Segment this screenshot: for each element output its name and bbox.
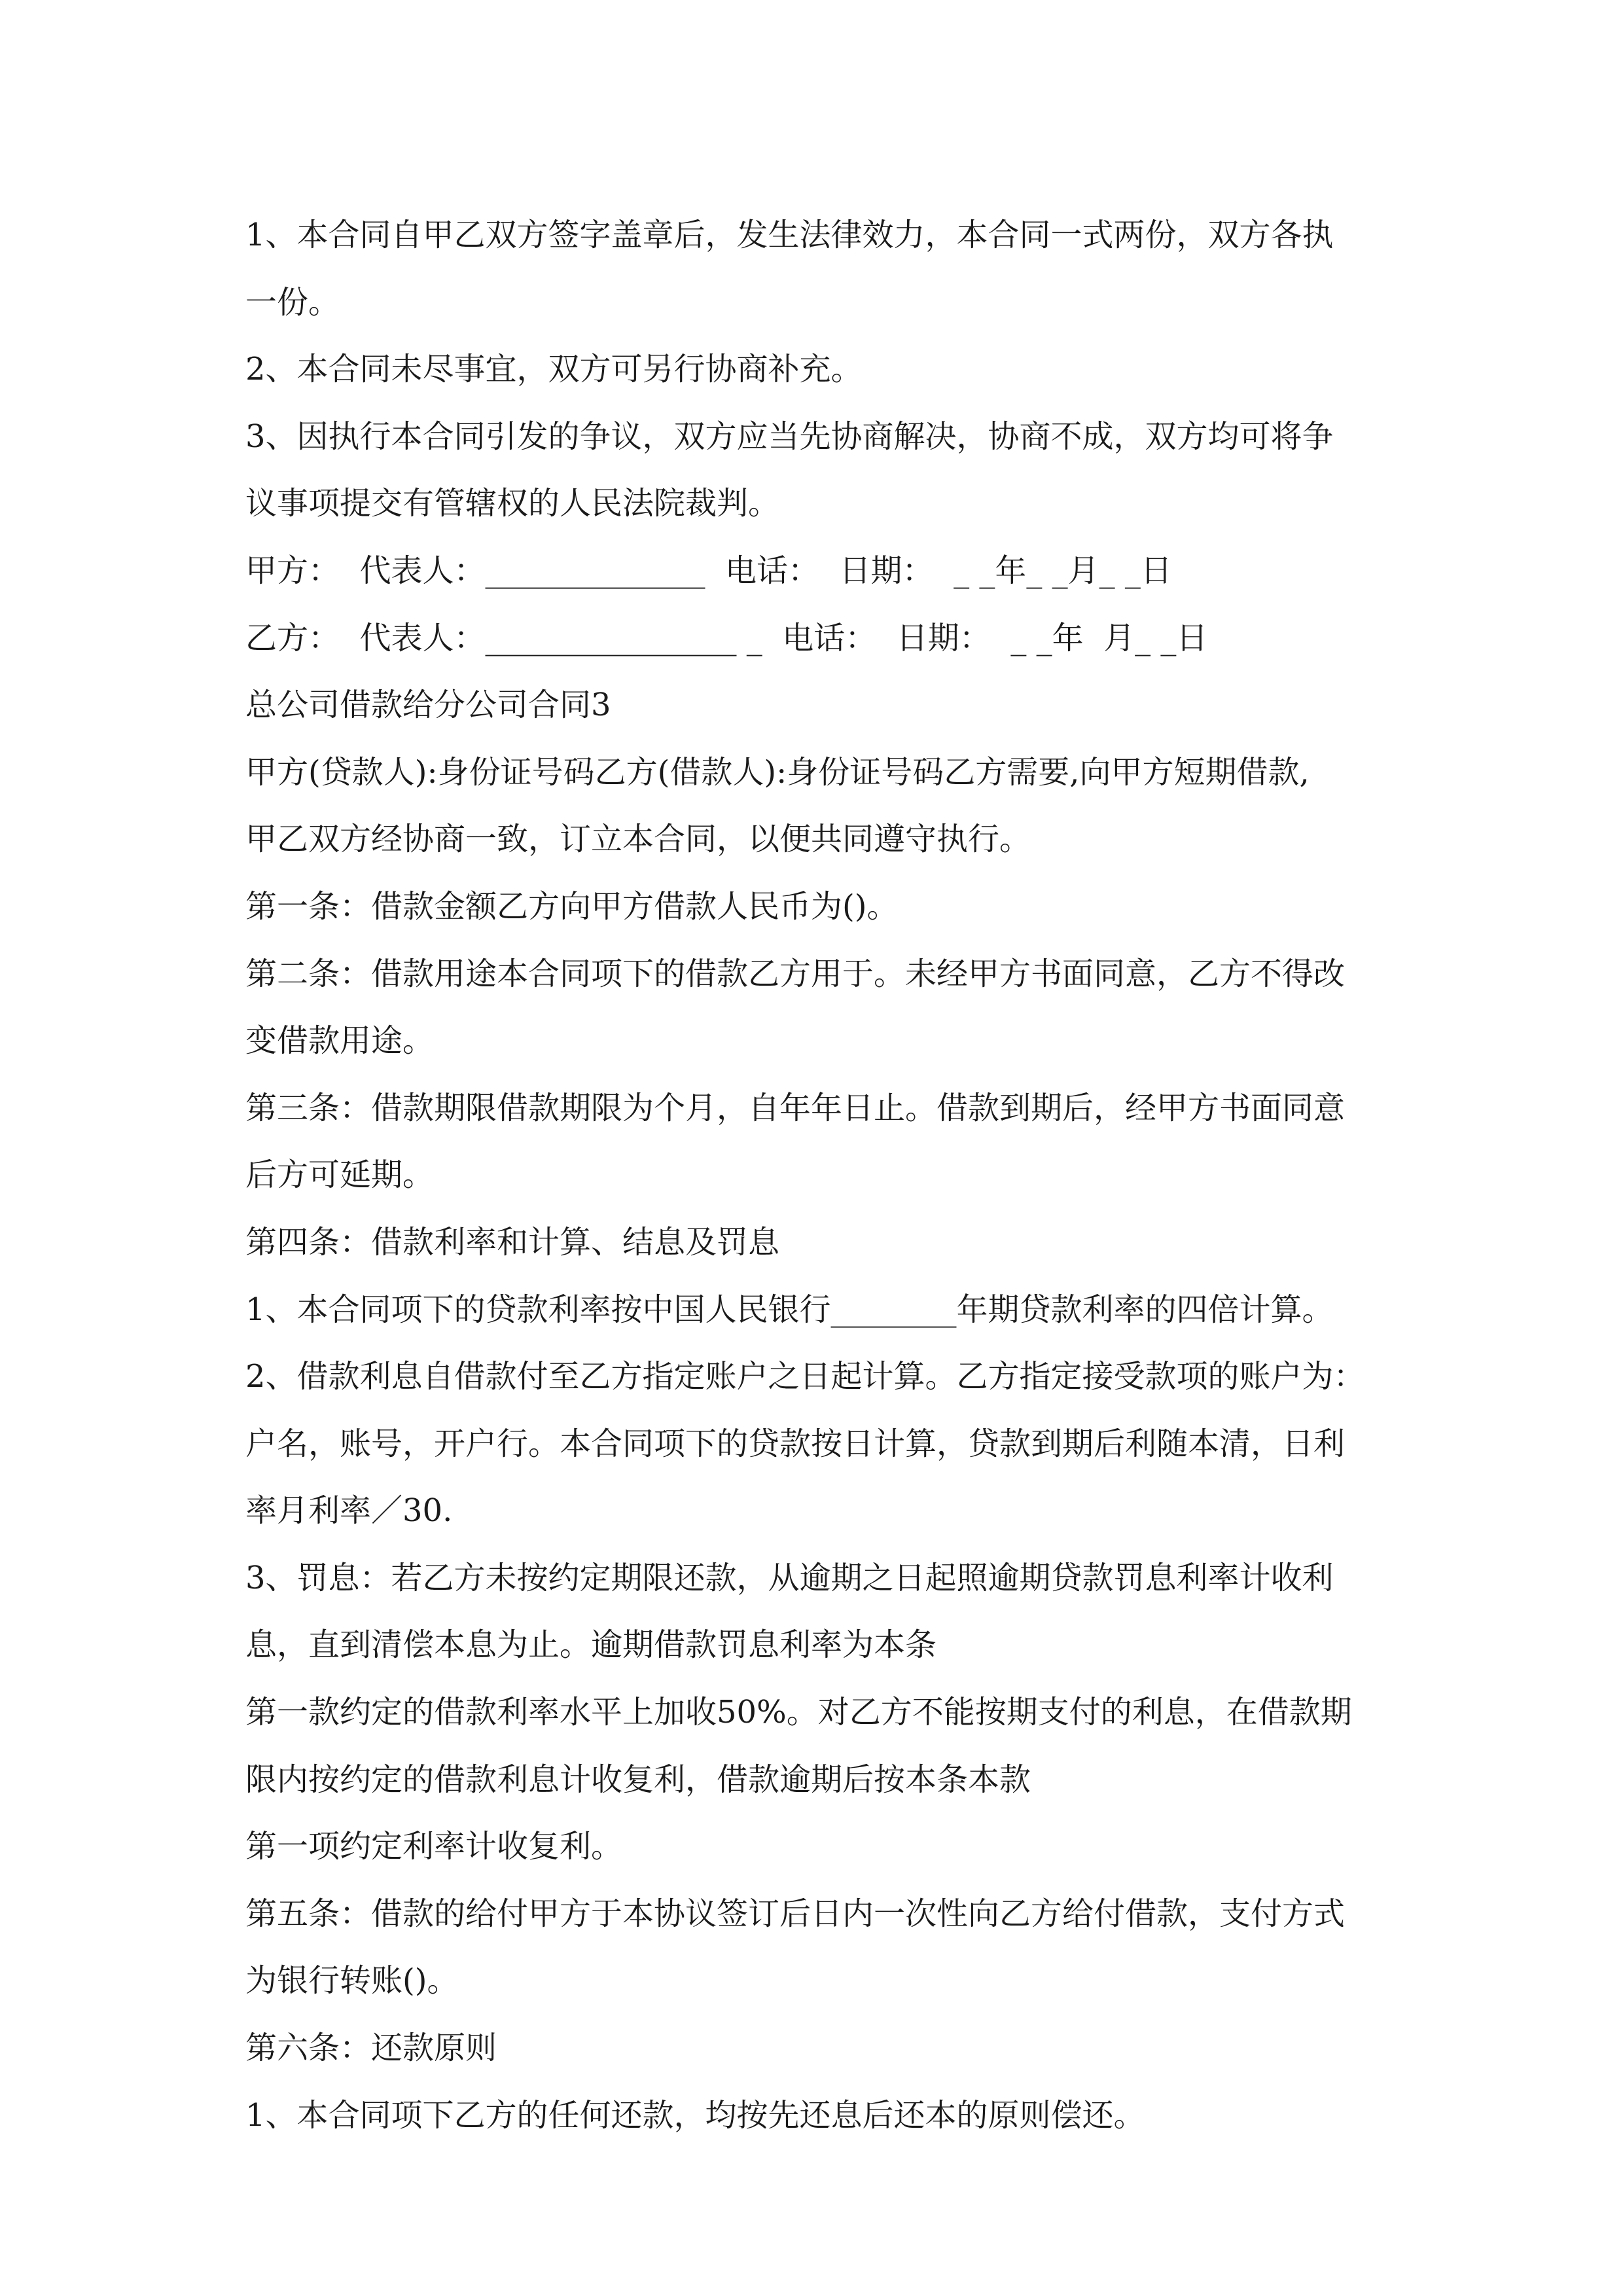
clause-text: 第一项约定利率计收复利。 [245, 1828, 623, 1865]
clause-text: 息，直到清偿本息为止。逾期借款罚息利率为本条 [245, 1626, 937, 1664]
clause-text: 2、借款利息自借款付至乙方指定账户之日起计算。乙方指定接受款项的账户为： [245, 1358, 1365, 1395]
party-b-signature-line: 乙方： 代表人：________________ _ 电话： 日期： _ _年 月_ _日 [245, 619, 1208, 656]
clause-text: 3、罚息：若乙方未按约定期限还款，从逾期之日起照逾期贷款罚息利率计收利 [245, 1559, 1334, 1596]
clause-text: 甲方(贷款人):身份证号码乙方(借款人):身份证号码乙方需要,向甲方短期借款, [245, 753, 1310, 791]
clause-text: 一份。 [245, 283, 340, 321]
contract-title: 总公司借款给分公司合同3 [245, 687, 611, 724]
article-heading: 第三条：借款期限借款期限为个月，自年年日止。借款到期后，经甲方书面同意 [245, 1089, 1346, 1126]
clause-text: 1、本合同项下的贷款利率按中国人民银行________年期贷款利率的四倍计算。 [245, 1291, 1334, 1328]
clause-text: 甲乙双方经协商一致，订立本合同，以便共同遵守执行。 [245, 821, 1031, 858]
clause-text: 户名，账号，开户行。本合同项下的贷款按日计算，贷款到期后利随本清，日利 [245, 1425, 1346, 1462]
clause-text: 限内按约定的借款利息计收复利，借款逾期后按本条本款 [245, 1761, 1031, 1798]
article-heading: 第六条：还款原则 [245, 2030, 497, 2067]
clause-text: 为银行转账()。 [245, 1962, 459, 2000]
clause-text: 2、本合同未尽事宜，双方可另行协商补充。 [245, 351, 863, 388]
clause-text: 1、本合同自甲乙双方签字盖章后，发生法律效力，本合同一式两份，双方各执 [245, 217, 1334, 253]
document-body [245, 202, 1387, 2149]
clause-text: 3、因执行本合同引发的争议，双方应当先协商解决，协商不成，双方均可将争 [245, 418, 1334, 455]
clause-text: 议事项提交有管辖权的人民法院裁判。 [245, 485, 780, 522]
article-heading: 第五条：借款的给付甲方于本协议签订后日内一次性向乙方给付借款，支付方式 [245, 1895, 1346, 1932]
clause-text: 1、本合同项下乙方的任何还款，均按先还息后还本的原则偿还。 [245, 2096, 1145, 2134]
article-heading: 第四条：借款利率和计算、结息及罚息 [245, 1223, 780, 1261]
clause-text: 率月利率／30. [245, 1492, 453, 1530]
party-a-signature-line: 甲方： 代表人：______________ 电话： 日期： _ _年_ _月_ _日 [245, 552, 1172, 589]
article-heading: 第二条：借款用途本合同项下的借款乙方用于。未经甲方书面同意，乙方不得改 [245, 955, 1346, 992]
clause-text: 变借款用途。 [245, 1022, 435, 1060]
clause-text: 第一款约定的借款利率水平上加收50%。对乙方不能按期支付的利息，在借款期 [245, 1694, 1352, 1731]
article-heading: 第一条：借款金额乙方向甲方借款人民币为()。 [245, 888, 899, 925]
clause-text: 后方可延期。 [245, 1157, 435, 1194]
